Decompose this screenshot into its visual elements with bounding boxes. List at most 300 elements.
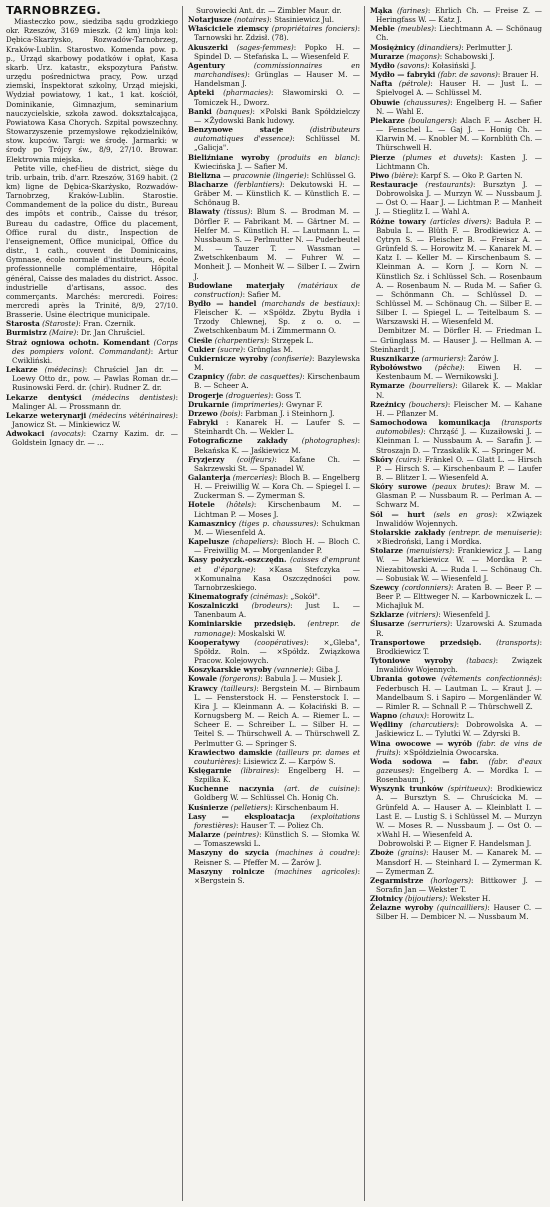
- directory-entry: [188, 748, 360, 766]
- entry-translation: (fabr. de savons): [437, 70, 498, 80]
- directory-entry: [370, 482, 542, 509]
- entry-heading: Kowale: [188, 674, 218, 684]
- directory-entry: [188, 766, 360, 784]
- directory-entry: [188, 674, 360, 683]
- entry-translation: (fabr. d'eaux gazeuses): [376, 756, 542, 775]
- column-3: [370, 6, 542, 1201]
- column-2-entries: [188, 6, 360, 885]
- directory-entry: [188, 171, 360, 180]
- entry-text: : ×„Gleba", Spółdz. Roln. — ×Spółdz. Związkowa Pracow. Kolejowych.: [194, 637, 360, 666]
- entry-translation: (tabacs): [466, 656, 496, 666]
- entry-translation: (Staroste): [42, 319, 79, 329]
- entry-translation: (cinémas): [250, 592, 286, 601]
- entry-heading: Obuwie: [370, 97, 401, 107]
- entry-translation: (transports): [496, 637, 540, 647]
- entry-translation: (sels en gros): [433, 509, 495, 519]
- entry-text: : „Sokół".: [285, 592, 321, 601]
- entry-translation: (horlogers): [430, 875, 472, 885]
- entry-text: : Bittkower J. — Sorafin Jan — Wekster T.: [376, 875, 542, 894]
- entry-heading: Benzynowe stacje: [188, 125, 284, 135]
- entry-translation: (bourreliers): [408, 381, 456, 391]
- entry-text: : Janowicz St. — Minkiewicz W.: [12, 410, 178, 430]
- entry-translation: (propriétaires fonciers): [271, 24, 358, 34]
- entry-heading: Samochodowa komunikacja: [370, 418, 491, 428]
- directory-entry: [6, 319, 178, 328]
- entry-translation: (entrepr. de ramonage): [194, 619, 360, 638]
- directory-paragraph: [370, 839, 542, 848]
- entry-heading: Wina owocowe — wyrób: [370, 738, 472, 748]
- entry-heading: Rymarze: [370, 381, 405, 391]
- entry-heading: Kamasznicy: [188, 518, 236, 528]
- entry-text: : Künstlich S. — Słomka W. — Tomaszewski L.: [194, 830, 360, 849]
- entry-translation: (pêche): [434, 363, 463, 373]
- entry-translation: (marchands de bestiaux): [261, 299, 358, 308]
- directory-entry: [370, 546, 542, 583]
- directory-entry: [370, 400, 542, 418]
- entry-heading: Kinematografy: [188, 592, 248, 601]
- entry-translation: (bière): [391, 170, 416, 180]
- entry-translation: (peintres): [223, 830, 260, 840]
- entry-heading: Starosta: [6, 319, 40, 329]
- entry-translation: (exploitations forestières): [194, 811, 360, 830]
- entry-translation: (sages-femmes): [236, 42, 294, 52]
- entry-heading: Lekarze weterynarji: [6, 410, 87, 420]
- entry-translation: (chaux): [399, 711, 427, 721]
- directory-entry: [370, 116, 542, 153]
- directory-paragraph: [188, 6, 360, 15]
- directory-entry: [370, 180, 542, 217]
- entry-heading: Maszyny rolnicze: [188, 866, 265, 876]
- directory-entry: [188, 519, 360, 537]
- entry-heading: Pierze: [370, 152, 396, 162]
- entry-heading: Transportowe przedsięb.: [370, 637, 482, 647]
- entry-text: : ×Kasa Stefczyka — ×Komunalna Kasa Oszczędności pow. Tarnobrzeskiego.: [194, 564, 360, 592]
- directory-entry: [188, 812, 360, 830]
- entry-heading: Ślusarze: [370, 619, 405, 629]
- entry-heading: Czapnicy: [188, 372, 224, 382]
- entry-heading: Piwo: [370, 170, 390, 180]
- entry-text: Miasteczko pow., siedziba sądu grodzkiego okr. Rzeszów, 3169 mieszk. (2 km) linja kol: Dębica-Skarżysko, Rozwadów-Tarnobrzeg, Kraków-Lublin. Starostwo. Komenda pow. p. p., Urząd skarbowy podatków i opłat, Kasa skarb. Urz. katastr., ekspozytura Państw. urzędu pośrednictwa pracy, Pow. urząd ziemski, Inspektorat szkolny, Urząd miejski, Wydział powiatowy, 1 kat., 1 kat. kościół, Dominikanie, Gimnazjum, seminarium nauczycielskie, szkoła zawod. dokształcająca, Powiatowa Kasa Chorych. Szpital powszechny. Stowarzyszenie przemysłowe rękodzielników, stow. kupców. Targi: we środę. Jarmarki: w środy po Trójcy św., 8/9, 27/10. Browar. Elektrownia miejska.: [6, 17, 178, 164]
- directory-entry: [370, 510, 542, 528]
- directory-entry: [370, 638, 542, 656]
- entry-heading: Księgarnie: [188, 765, 232, 775]
- entry-text: : Kołasiński J.: [427, 60, 476, 70]
- entry-translation: (drogueries): [225, 390, 271, 400]
- entry-heading: Lekarze dentyści: [6, 392, 82, 402]
- entry-heading: Cukier: [188, 344, 216, 354]
- entry-text: : Kafane Ch. — Sakrzewski St. — Spanadel W.: [194, 454, 360, 473]
- entry-translation: (art. de cuisine): [284, 784, 358, 794]
- entry-translation: (bois): [219, 408, 241, 418]
- entry-heading: Krawiectwo damskie: [188, 747, 273, 757]
- entry-heading: Wyszynk trunków: [370, 784, 444, 794]
- entry-translation: (plumes et duvets): [402, 152, 481, 162]
- entry-heading: Maszyny do szycia: [188, 848, 270, 858]
- entry-text: : Schlüssel M. „Galicja".: [194, 134, 360, 153]
- directory-entry: [6, 365, 178, 392]
- directory-entry: [188, 592, 360, 601]
- entry-heading: Zegarmistrze: [370, 875, 424, 885]
- entry-text: : Wekster H.: [445, 894, 491, 904]
- column-divider-1: [182, 6, 183, 1201]
- directory-entry: [188, 684, 360, 748]
- entry-heading: Zboże: [370, 848, 394, 858]
- entry-heading: Blacharze: [188, 179, 229, 189]
- entry-text: : Eiwen H. — Kestenbaum M. — Wernikowski J.: [376, 363, 542, 382]
- directory-entry: [188, 43, 360, 61]
- entry-text: : Żarów J.: [463, 353, 499, 363]
- entry-translation: (peaux brutes): [432, 482, 489, 492]
- entry-text: : Kasten J. — Lichtmann Ch.: [376, 152, 542, 171]
- entry-text: : Perlmutter J.: [461, 42, 513, 52]
- entry-translation: (pharmacies): [223, 88, 272, 98]
- directory-entry: [370, 784, 542, 839]
- directory-entry: [188, 125, 360, 152]
- directory-entry: [6, 411, 178, 429]
- entry-translation: (notaires): [233, 15, 270, 25]
- entry-heading: Fabryki: [188, 418, 219, 428]
- entry-translation: (spiritueux): [447, 784, 491, 794]
- entry-translation: (tiges p. chaussures): [238, 518, 317, 528]
- entry-heading: Drukarnie: [188, 399, 230, 409]
- entry-heading: Bieliźniane wyroby: [188, 152, 270, 162]
- entry-translation: (charpentiers): [214, 335, 267, 345]
- entry-translation: (brodeurs): [251, 601, 291, 611]
- entry-translation: (cordonniers): [401, 582, 452, 592]
- entry-text: : Gilarek K. — Maklar N.: [376, 381, 542, 400]
- directory-entry: [370, 455, 542, 482]
- directory-entry: [188, 153, 360, 171]
- entry-text: : Engelberg A. — Mordka I. — Rosenbaum J.: [376, 765, 542, 785]
- entry-heading: Stolarze: [370, 546, 404, 556]
- entry-translation: (coiffeurs): [236, 454, 275, 464]
- directory-entry: [370, 583, 542, 610]
- entry-translation: (pétrole): [398, 79, 431, 89]
- entry-heading: Kooperatywy: [188, 637, 240, 647]
- entry-text: : Alach F. — Ascher H. — Fenschel L. — Gaj J. — Honig Ch. — Klarwin M. — Knobler M. — Kornblüth Ch. — Thürschwell H.: [376, 115, 542, 153]
- entry-text: : Sławomirski O. — Tomiczek H., Dworz.: [194, 88, 360, 107]
- directory-paragraph: [6, 164, 178, 320]
- entry-translation: (confiserie): [270, 353, 312, 363]
- entry-translation: (hôtels): [226, 500, 254, 510]
- directory-entry: [188, 784, 360, 802]
- entry-translation: (Maire): [48, 328, 77, 338]
- entry-translation: (restaurants): [425, 179, 473, 189]
- entry-translation: (boulangers): [408, 115, 455, 125]
- entry-text: : Grünglas M.: [242, 344, 293, 354]
- entry-translation: (farines): [396, 6, 428, 15]
- directory-entry: [188, 299, 360, 336]
- directory-entry: [370, 381, 542, 399]
- directory-entry: [188, 638, 360, 665]
- directory-entry: [370, 757, 542, 784]
- entry-heading: Hotele: [188, 500, 215, 510]
- entry-text: : Federbusch H. — Lautman L. — Kraut J. — Mandelbaum S. i Sapiro — Morgenländer W. — Rimler R. — Schnall P. — Thürschwell Z.: [376, 674, 542, 711]
- directory-entry: [188, 180, 360, 207]
- entry-heading: Mydło: [370, 60, 395, 70]
- entry-text: : Artur Cwikliński.: [12, 346, 178, 365]
- entry-translation: (produits en blanc): [277, 152, 358, 162]
- entry-translation: (commissionnaires en marchandises): [194, 60, 360, 80]
- directory-entry: [370, 52, 542, 61]
- entry-text: : Kirschenbaum H.: [270, 802, 339, 812]
- entry-text: : Strzępek L.: [266, 335, 314, 345]
- entry-translation: (pelletiers): [230, 802, 271, 812]
- entry-heading: Krawcy: [188, 683, 218, 693]
- entry-heading: Piekarze: [370, 115, 405, 125]
- entry-translation: (cuirs): [395, 454, 420, 464]
- entry-heading: Lasy — eksploatacja: [188, 811, 295, 821]
- entry-translation: (chaussures): [403, 97, 451, 107]
- entry-text: : Chruściel Jan dr. — Loewy Otto dr., pow. — Pawlas Roman dr.—Rusinowski Ferd. dr. (chir). Rudner Z. dr.: [12, 365, 178, 393]
- entry-translation: (photographes): [301, 436, 358, 446]
- entry-heading: Agentury: [188, 60, 225, 70]
- entry-heading: Burmistrz: [6, 328, 47, 338]
- entry-text: : Engelberg H. — Safier N. — Wahl E.: [376, 97, 542, 116]
- entry-heading: Koszalniczki: [188, 601, 239, 611]
- directory-entry: [188, 619, 360, 637]
- directory-entry: [188, 830, 360, 848]
- entry-translation: (transports automobiles): [376, 418, 542, 437]
- column-1: [6, 6, 178, 1201]
- directory-entry: [188, 601, 360, 619]
- entry-heading: Stolarskie zakłady: [370, 527, 445, 537]
- directory-entry: [188, 803, 360, 812]
- entry-heading: Różne towary: [370, 216, 426, 226]
- directory-entry: [370, 610, 542, 619]
- entry-text: : Schukman M. — Wiesenfeld A.: [194, 518, 360, 537]
- entry-translation: (ferblantiers): [233, 179, 283, 189]
- entry-heading: Banki: [188, 106, 212, 116]
- entry-text: : Babula J. — Musiek J.: [260, 674, 343, 684]
- entry-heading: Mąka: [370, 6, 393, 15]
- entry-heading: Meble: [370, 24, 395, 34]
- entry-text: : Hauser C. — Silber H. — Dembicer N. — Nussbaum M.: [376, 903, 542, 922]
- entry-text: : Wiesenfeld J.: [438, 610, 491, 620]
- directory-entry: [188, 24, 360, 42]
- entry-heading: Drogerje: [188, 390, 224, 400]
- entry-translation: (forgerons): [219, 674, 261, 684]
- entry-heading: Mosiężnicy: [370, 42, 415, 52]
- entry-text: : Dobrowolska A. — Jaśkiewicz L. — Tylutki W. — Zdyrski B.: [376, 720, 542, 739]
- entry-translation: (quincailliers): [436, 903, 488, 913]
- entry-heading: Notarjusze: [188, 15, 232, 25]
- entry-heading: Budowlane materjały: [188, 280, 285, 290]
- entry-translation: (distributeurs automatiques d'essence): [194, 125, 360, 144]
- entry-heading: Wapno: [370, 711, 398, 721]
- entry-translation: (médecins dentistes): [91, 392, 176, 402]
- entry-text: : Fränkel O. — Glatt L. — Hirsch P. — Hirsch S. — Kirschenbaum P. — Laufer B. — Blitzer I. — Wiesenfeld A.: [376, 454, 542, 482]
- entry-text: : Schlüssel G.: [306, 170, 356, 180]
- entry-heading: Żelazne wyroby: [370, 903, 434, 913]
- entry-translation: (bijoutiers): [404, 894, 446, 904]
- entry-text: : Gwynar F.: [281, 399, 323, 409]
- entry-heading: Szklarze: [370, 610, 405, 620]
- entry-text: : Kwiecińska J. — Safier M.: [194, 152, 360, 171]
- entry-text: : Safier M.: [242, 289, 281, 299]
- entry-text: : Karpf S. — Oko P. Garten N.: [415, 170, 523, 180]
- entry-heading: Woda sodowa — fabr.: [370, 756, 479, 766]
- directory-entry: [188, 15, 360, 24]
- directory-entry: [6, 393, 178, 411]
- directory-entry: [370, 171, 542, 180]
- entry-translation: (maçons): [406, 51, 440, 61]
- entry-text: : ×Bergstein S.: [194, 866, 360, 885]
- entry-heading: Akuszerki: [188, 42, 228, 52]
- entry-heading: Kominiarskie przedsięb.: [188, 619, 296, 629]
- entry-translation: (dinandiers): [417, 42, 462, 52]
- entry-text: : Reisner S. — Pfeffer M. — Żarów J.: [194, 848, 360, 867]
- directory-entry: [188, 418, 360, 436]
- entry-translation: (machines agricoles): [274, 866, 358, 876]
- entry-translation: (imprimeries): [231, 399, 282, 409]
- entry-translation: (savons): [397, 60, 428, 70]
- directory-entry: [188, 537, 360, 555]
- entry-translation: (vitriers): [406, 610, 439, 620]
- entry-translation: (médecins): [44, 365, 85, 375]
- directory-entry: [370, 903, 542, 921]
- directory-entry: [370, 656, 542, 674]
- entry-heading: Nafta: [370, 79, 393, 89]
- entry-text: : Giba J.: [311, 665, 340, 675]
- entry-text: : Fleischer M. — Kahane H. — Pflanzer M.: [376, 399, 542, 418]
- entry-translation: (sucre): [217, 344, 243, 354]
- entry-heading: Blawaty: [188, 207, 220, 217]
- entry-text: : Hauser M. — Kanarek M. — Mansdorf H. — Steinhard I. — Zymerman K. — Zymerman Z.: [376, 848, 542, 876]
- entry-text: : Hauser H. — Just L. — Spielvogel A. — Schlüssel M.: [376, 79, 542, 98]
- entry-heading: Malarze: [188, 830, 221, 840]
- column-2: [188, 6, 360, 1201]
- directory-entry: [188, 336, 360, 345]
- entry-heading: Drzewo: [188, 408, 218, 418]
- entry-text: : Kirschenbaum B. — Scheer A.: [194, 372, 360, 391]
- entry-text: : Brodkiewicz A. — Bursztyn S. — Chruścicka M. — Grünfeld A. — Hauser A. — Kleinblatt I. — Last E. — Lustig S. i Schlüssel M. — Murzyn W. — Moses R. — Nussbaum J. — Ost O. — ×Wahl H. — Wiesenfeld A.: [376, 784, 542, 840]
- directory-entry: [188, 500, 360, 518]
- directory-entry: [370, 720, 542, 738]
- directory-entry: [188, 555, 360, 592]
- entry-translation: (serruriers): [407, 619, 450, 629]
- entry-text: : Grünglas — Hauser M. — Handelsman J.: [194, 70, 360, 89]
- directory-paragraph: [6, 17, 178, 164]
- directory-entry: [370, 217, 542, 327]
- entry-text: : Fran. Czernik.: [78, 319, 136, 329]
- entry-heading: Sól — hurt: [370, 509, 425, 519]
- entry-text: : Engelberg H. — Szpilka K.: [194, 765, 360, 785]
- entry-translation: (grains): [397, 848, 427, 858]
- entry-translation: (articles divers): [429, 216, 490, 226]
- entry-text: : Brauer H.: [497, 70, 539, 80]
- directory-entry: [188, 281, 360, 299]
- entry-translation: (meubles): [397, 24, 434, 34]
- entry-translation: (tailleurs pr. dames et couturières): [194, 747, 360, 766]
- entry-heading: Apteki: [188, 88, 215, 98]
- entry-heading: Fryzjerzy: [188, 454, 225, 464]
- entry-text: : Tarnowski hr. Zdzisł. (78).: [194, 24, 360, 43]
- directory-entry: [370, 354, 542, 363]
- entry-translation: (fabr. de casquettes): [226, 372, 303, 382]
- directory-entry: [6, 429, 178, 447]
- entry-text: : Bazylewska M.: [194, 353, 360, 373]
- entry-heading: Mydło — fabryki: [370, 70, 436, 80]
- entry-text: : Hauser T. — Poliez Ch.: [236, 820, 324, 830]
- entry-text: : Blum S. — Brodman M. — Dörfler F. — Fabrikant M. — Gärtner M. — Helfer M. — Künstlich H. — Lautmann L. — Nussbaum S. — Perlmutter N. — Puderbeutel M. — Tauzer T. — Wassman — Zwetschkenbaum M. — Fuhrer W. — Monheit J. — Monheit W. — Silber I. — Zwirn J.: [194, 207, 360, 281]
- entry-text: : Goldberg W. — Schlüssel Ch. Honig Ch.: [194, 784, 360, 803]
- entry-text: : Dr. Jan Chrušciel.: [76, 328, 146, 338]
- entry-text: : Bergstein M. — Birnbaum L. — Fensterstock H. — Fensterstock I. — Kira J. — Kleinmann A. — Kołaciński B. — Kornugsberg M. — Reich A. — Riemer L. — Scheer E. — Schreiber L. — Silber H. — Teitel S. — Thürschwell A. — Thürschwell Z. Perlmutter G. — Springer S.: [194, 683, 360, 748]
- entry-heading: Kasy pożyczk.-oszczędn.: [188, 555, 287, 565]
- entry-heading: Fotograficzne zakłady: [188, 436, 288, 446]
- entry-heading: Rybołówstwo: [370, 363, 422, 373]
- directory-entry: [188, 88, 360, 106]
- entry-heading: Kuśnierze: [188, 802, 229, 812]
- entry-heading: Cukiernicze wyroby: [188, 353, 268, 363]
- entry-heading: Złotnicy: [370, 894, 403, 904]
- entry-translation: (avocats): [50, 429, 84, 439]
- entry-translation: (chapeliers): [232, 537, 276, 547]
- directory-entry: [370, 739, 542, 757]
- directory-entry: [370, 418, 542, 455]
- entry-text: : Just L. — Tanenbaum A.: [194, 601, 360, 620]
- directory-entry: [188, 436, 360, 454]
- entry-heading: Ubrania gotowe: [370, 674, 437, 684]
- entry-heading: Bielizna: [188, 170, 221, 180]
- entry-heading: Straż ogniowa ochotn. Komendant: [6, 337, 150, 347]
- entry-text: Dembitzer M. — Dörfler H. — Friedman L. — Grünglass M. — Hauser J. — Hellman A. — Steinhardt J.: [370, 326, 542, 354]
- entry-heading: Galanterja: [188, 472, 231, 482]
- entry-text: : ×Polski Bank Spółdzielczy — ×Żydowski Bank ludowy.: [194, 106, 360, 125]
- entry-text: : Malinger Al. — Prossmann dr.: [12, 392, 178, 411]
- directory-entry: [188, 345, 360, 354]
- directory-entry: [370, 711, 542, 720]
- directory-entry: [370, 528, 542, 546]
- directory-entry: [6, 328, 178, 337]
- entry-translation: (tailleurs): [220, 683, 257, 693]
- entry-text: : Chrząść J. — Kuzaiłowski J. — Kleinman I. — Nussbaum A. — Sarafin J. — Stroszajn D. — Trzaskalik K. — Springer M.: [376, 427, 542, 455]
- entry-translation: (bouchers): [408, 399, 448, 409]
- entry-text: Dobrowolski P. — Eigner F. Handelsman J.: [378, 839, 532, 849]
- directory-entry: [370, 848, 542, 875]
- entry-text: : Bloch H. — Bloch C. — Freiwillig M. — Morgenlander P.: [194, 537, 360, 556]
- entry-heading: Bydło — handel: [188, 299, 257, 308]
- entry-translation: (banques): [216, 106, 253, 116]
- entry-heading: Murarze: [370, 51, 405, 61]
- entry-text: : ×Spółdzielnia Owocarska.: [398, 747, 499, 757]
- entry-text: : Bekańska K. — Jaśkiewicz M.: [194, 436, 360, 455]
- directory-entry: [370, 363, 542, 381]
- entry-heading: Kapelusze: [188, 537, 230, 547]
- directory-entry: [188, 455, 360, 473]
- entry-text: : Brodkiewicz T.: [376, 637, 542, 656]
- entry-text: : Uzarowski A. Szumada R.: [376, 619, 542, 638]
- directory-entry: [370, 43, 542, 52]
- entry-text: : Braw M. — Glasman P. — Nussbaum R. — Perlman A. — Schwarz M.: [376, 482, 542, 510]
- entry-text: : Popko H. — Spindel D. — Stefańska L. — Wiesenfeld F.: [194, 42, 360, 61]
- entry-text: : ×Biedroński, Lang i Mordka.: [376, 527, 542, 547]
- entry-text: : Bloch B. — Engelberg H. — Freiwillig W. — Kora Ch. — Spiegel I. — Zuckerman S. — Zymerman S.: [194, 472, 360, 501]
- directory-entry: [188, 61, 360, 88]
- entry-text: : Ehrlich Ch. — Freise Z. — Heringfass W. — Katz J.: [376, 6, 542, 25]
- entry-heading: Wędliny: [370, 720, 403, 730]
- entry-translation: (vannerie): [273, 665, 312, 675]
- directory-entry: [370, 153, 542, 171]
- directory-entry: [188, 372, 360, 390]
- entry-text: : Schabowski J.: [439, 51, 495, 61]
- entry-text: : Stasiniewicz Jul.: [269, 15, 334, 25]
- entry-translation: — pracownie (lingerie): [223, 170, 307, 180]
- directory-entry: [188, 400, 360, 409]
- town-heading: TARNOBRZEG.: [6, 6, 102, 17]
- entry-translation: (tissus): [223, 207, 251, 217]
